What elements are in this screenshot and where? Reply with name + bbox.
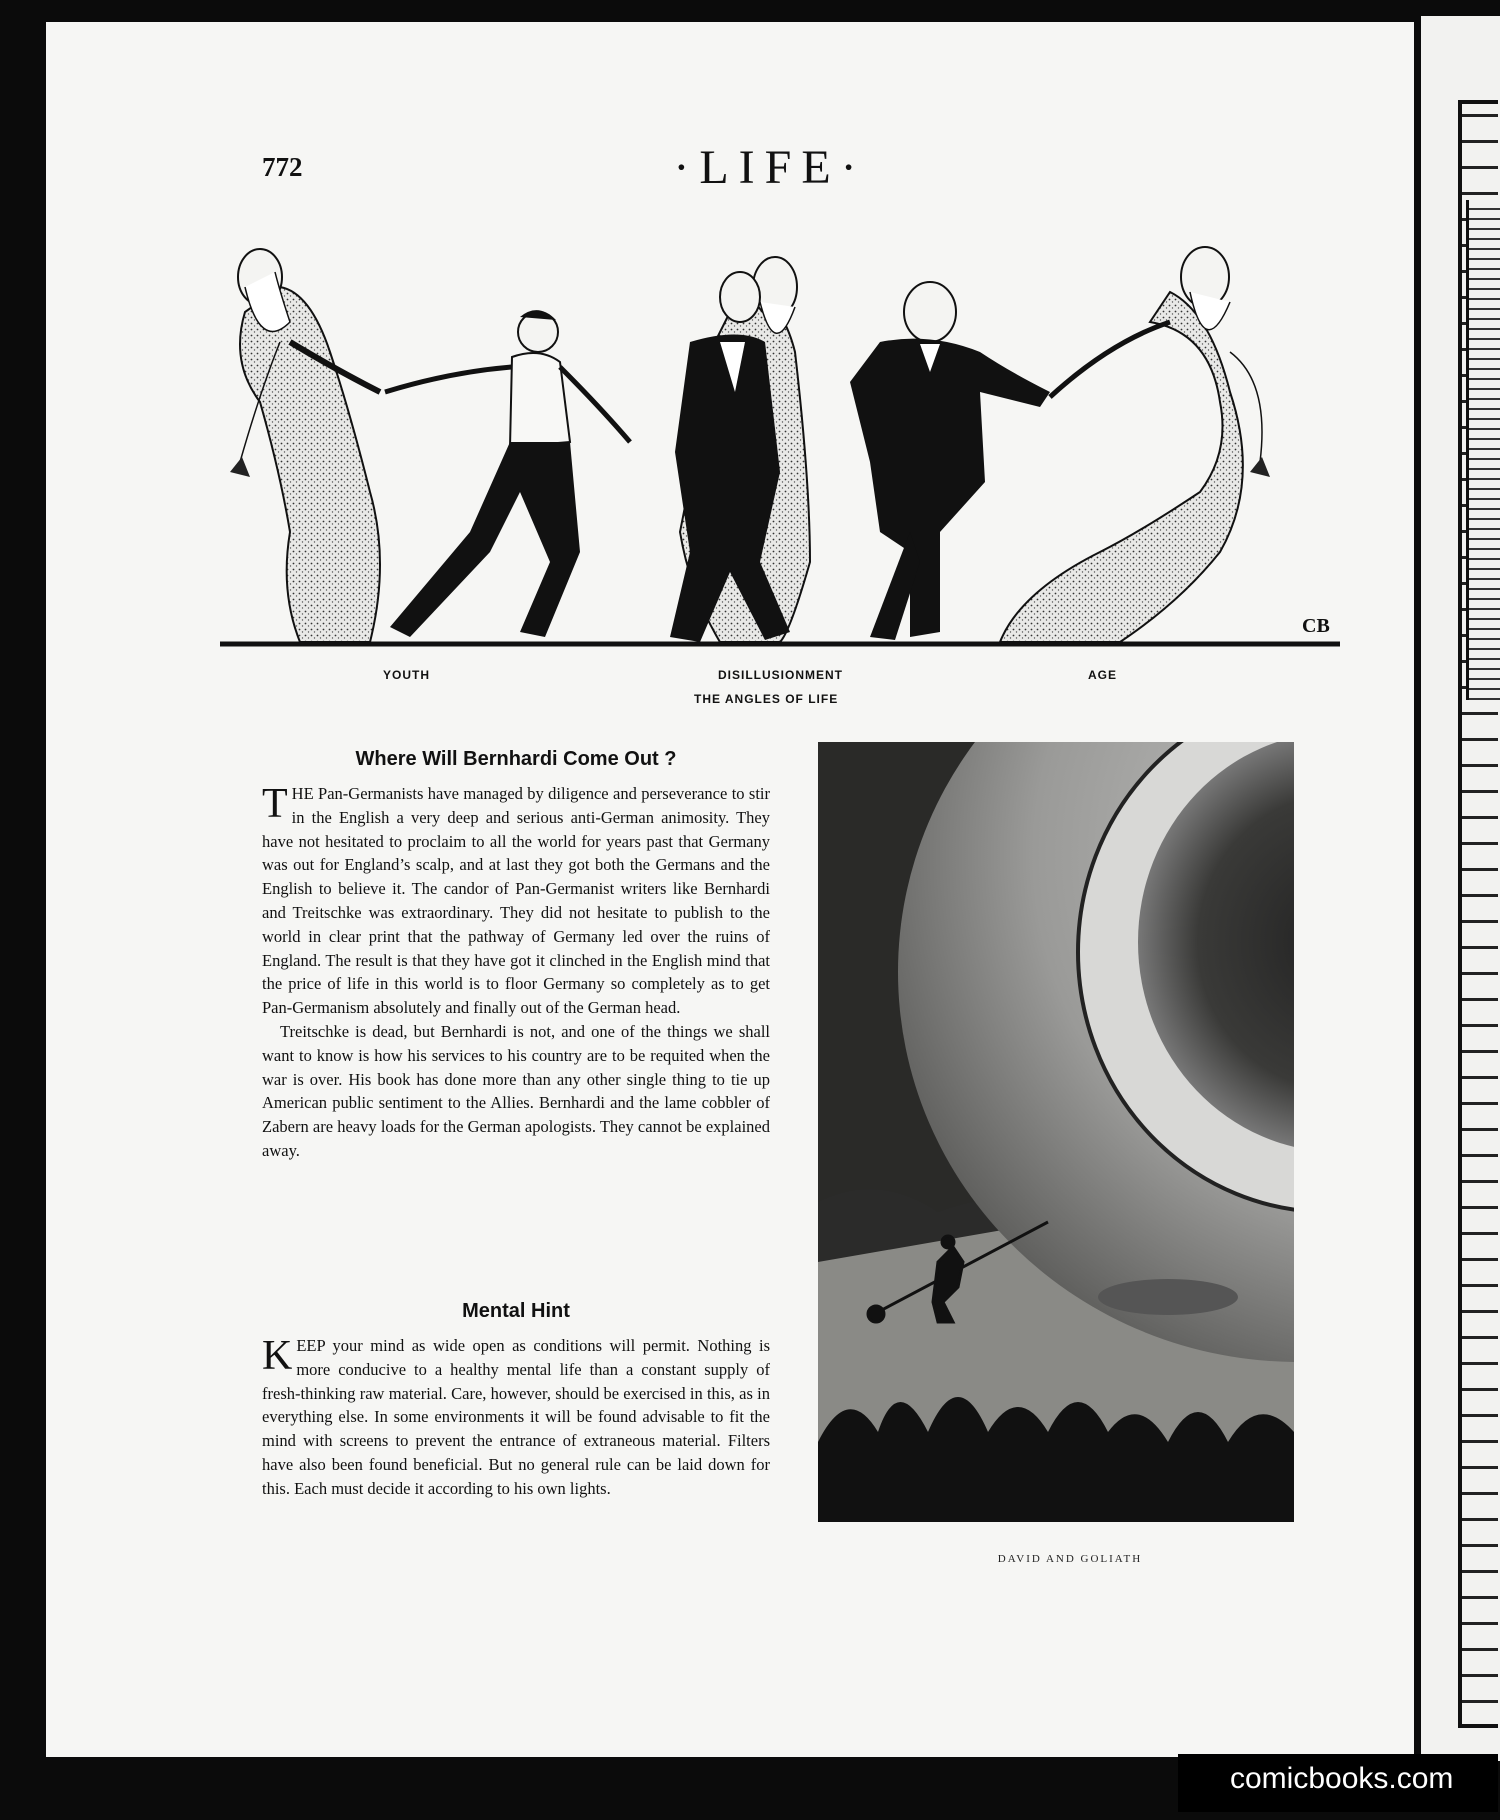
angles-of-life-cartoon: [220, 232, 1340, 652]
article-heading-mental-hint: Mental Hint: [462, 1300, 570, 1322]
cartoon-title: THE ANGLES OF LIFE: [694, 692, 839, 706]
age-figure: [850, 282, 1050, 640]
article-body-bernhardi: [262, 782, 770, 1163]
time-figure-right: [1000, 247, 1270, 642]
paragraph: Treitschke is dead, but Bernhardi is not, and one of the things we shall want to know is how his services to his country are to be requited when the war is over. His book has done more than any other single thing to tie up American public sentiment to the Allies. Bernhardi and the lame cobbler of Zabern are heavy loads for the German apologists. They cannot be explained away.: [262, 1021, 770, 1160]
page-number: 772: [262, 152, 303, 182]
caption-youth: YOUTH: [383, 668, 430, 682]
decorative-border-inner: [1466, 200, 1500, 700]
article-body-mental-hint: [262, 1334, 770, 1501]
drop-cap: T: [262, 781, 288, 827]
masthead-title: ·LIFE·: [673, 141, 867, 194]
david-and-goliath-illustration: [818, 742, 1294, 1522]
youth-figure: [385, 310, 630, 637]
drop-cap: K: [262, 1333, 293, 1379]
illustration-caption: DAVID AND GOLIATH: [997, 1553, 1143, 1565]
site-watermark: [1178, 1754, 1498, 1812]
caption-disillusionment: DISILLUSIONMENT: [718, 668, 843, 682]
article-heading-bernhardi: Where Will Bernhardi Come Out ?: [355, 748, 677, 770]
artist-signature: CB: [1302, 615, 1330, 637]
time-figure-left: [230, 249, 380, 642]
paragraph: EEP your mind as wide open as conditions will permit. Nothing is more conducive to a healthy mental life than a constant supply of fresh-thinking raw material. Care, however, should be exercised in this, as in everything else. In some environments it will be found advisable to fit the mind with screens to prevent the entrance of extraneous material. Filters have also been found beneficial. But no general rule can be laid down for this. Each must decide it according to his own lights.: [262, 1336, 770, 1498]
disillusionment-figures: [670, 257, 810, 642]
watermark-text: comicbooks.com: [1230, 1762, 1454, 1795]
paragraph: HE Pan-Germanists have managed by diligence and perseverance to stir in the English a very deep and serious anti-German animosity. They have not hesitated to proclaim to all the world for years past that Germany was out for England’s scalp, and at last they got both the Germans and the English to believe it. The candor of Pan-Germanist writers like Bernhardi and Treitschke was extraordinary. They did not hesitate to publish to the world in clear print that the pathway of Germany led over the ruins of England. The result is that they have got it clinched in the English mind that the price of life in this world is to floor Germany so completely as to get Pan-Germanism absolutely and finally out of the German head.: [262, 784, 770, 1018]
caption-age: AGE: [1088, 668, 1118, 682]
